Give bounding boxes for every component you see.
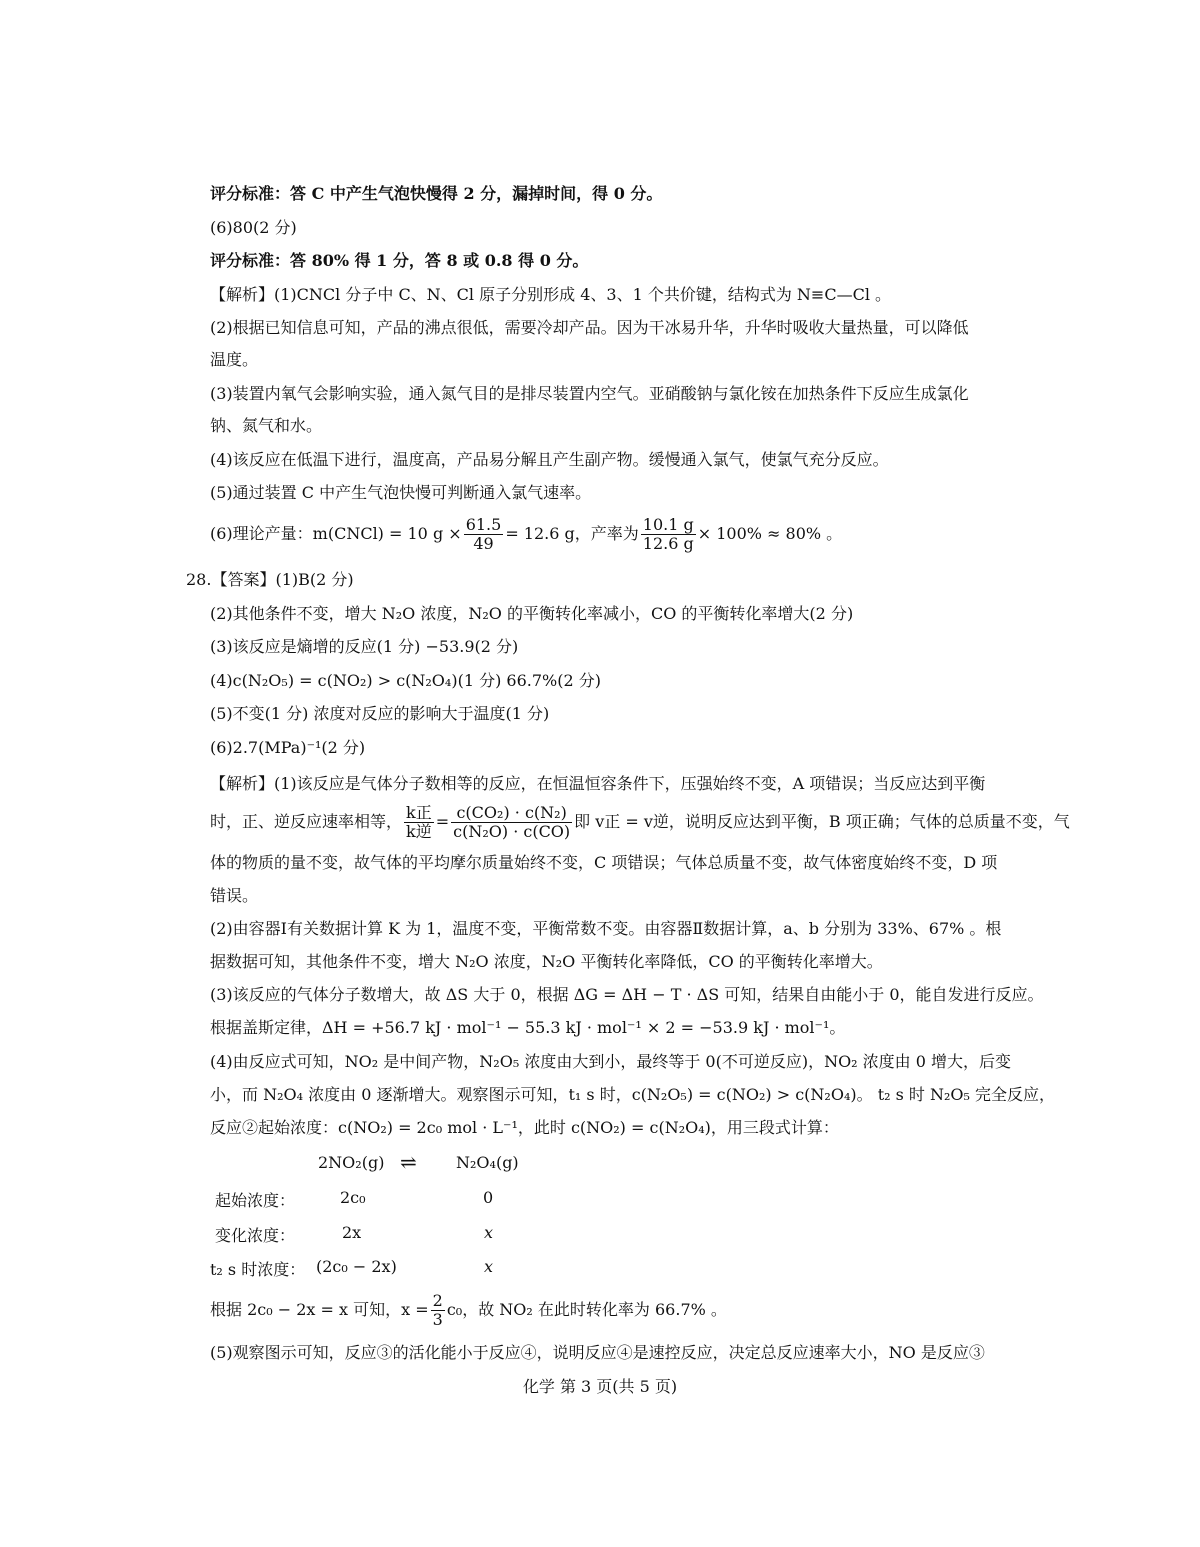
fraction-two-thirds: $\frac{2}{3}$ [432,1291,443,1329]
analysis-28-3-line2: 根据盖斯定律，ΔH = +56.7 kJ · mol⁻¹ − 55.3 kJ · mol⁻¹ × 2 = −53.9 kJ · mol⁻¹。 [210,1018,846,1037]
analysis-28-2-line2: 据数据可知，其他条件不变，增大 N₂O 浓度，N₂O 平衡转化率降低，CO 的平衡转化率增大。 [210,952,883,971]
analysis-28-1-line3: 体的物质的量不变，故气体的平均摩尔质量始终不变，C 项错误；气体总质量不变，故气体密度始终不变，D 项 [210,853,998,872]
analysis-28-1-line4: 错误。 [210,886,259,905]
analysis-1: 【解析】(1)CNCl 分子中 C、N、Cl 原子分别形成 4、3、1 个共价键，结构式为 N≡C—Cl 。 [210,285,892,304]
question-28-answer-2: (2)其他条件不变，增大 N₂O 浓度，N₂O 的平衡转化率减小，CO 的平衡转化率增大(2 分) [210,604,854,623]
analysis-28-1-line1: 【解析】(1)该反应是气体分子数相等的反应，在恒温恒容条件下，压强始终不变，A 项错误；当反应达到平衡 [210,774,986,793]
reaction-product: N₂O₄(g) [456,1153,519,1172]
analysis-28-4-line1: (4)由反应式可知，NO₂ 是中间产物，N₂O₅ 浓度由大到小，最终等于 0(不可逆反应)，NO₂ 浓度由 0 增大，后变 [210,1052,1012,1071]
analysis-2-line2: 温度。 [210,350,259,369]
analysis-28-2-line1: (2)由容器Ⅰ有关数据计算 K 为 1，温度不变，平衡常数不变。由容器Ⅱ数据计算，a、b 分别为 33%、67% 。根 [210,919,1002,938]
row-change-label: 变化浓度： [215,1226,296,1245]
scoring-criteria-6: 评分标准：答 80% 得 1 分，答 8 或 0.8 得 0 分。 [210,251,589,270]
analysis-3-line1: (3)装置内氧气会影响实验，通入氮气目的是排尽装置内空气。亚硝酸钠与氯化铵在加热条件下反应生成氯化 [210,384,969,403]
question-28-answer-6: (6)2.7(MPa)⁻¹(2 分) [210,738,366,757]
analysis-28-4-line2: 小，而 N₂O₄ 浓度由 0 逐渐增大。观察图示可知，t₁ s 时，c(N₂O₅) = c(NO₂) > c(N₂O₄)。 t₂ s 时 N₂O₅ 完全反应， [210,1085,1056,1104]
analysis-28-4-line3: 反应②起始浓度：c(NO₂) = 2c₀ mol · L⁻¹，此时 c(NO₂) = c(N₂O₄)，用三段式计算： [210,1118,839,1137]
row-initial-label: 起始浓度： [215,1191,296,1210]
row-t2-n2o4: x [484,1257,494,1276]
analysis-6: (6)理论产量：m(CNCl) = 10 g × $\frac{61.5}{49}$ = 12.6 g，产率为 $\frac{10.1 g}{12.6 g}$ × 100% ≈ 80% 。 [210,515,843,553]
analysis-28-4-conclusion: 根据 2c₀ − 2x = x 可知，x = $\frac{2}{3}$ c₀，故 NO₂ 在此时转化率为 66.7% 。 [210,1291,727,1329]
question-28-answer-4: (4)c(N₂O₅) = c(NO₂) > c(N₂O₄)(1 分) 66.7%(2 分) [210,671,601,690]
row-change-no2: 2x [342,1223,362,1242]
row-t2-no2: (2c₀ − 2x) [316,1257,397,1276]
fraction-yield: $\frac{10.1 g}{12.6 g}$ [642,515,694,553]
row-initial-no2: 2c₀ [340,1188,366,1207]
fraction-rate-constants: $\frac{\text{k正}}{\text{k逆}}$ [406,803,432,841]
answer-6: (6)80(2 分) [210,218,297,237]
question-28-answer-5: (5)不变(1 分) 浓度对反应的影响大于温度(1 分) [210,704,550,723]
page-footer: 化学 第 3 页(共 5 页) [522,1377,678,1396]
row-t2-label: t₂ s 时浓度： [210,1260,306,1279]
scoring-criteria-5: 评分标准：答 C 中产生气泡快慢得 2 分，漏掉时间，得 0 分。 [210,184,663,203]
row-initial-n2o4: 0 [483,1188,494,1207]
analysis-3-line2: 钠、氮气和水。 [210,416,323,435]
analysis-28-1-line2: 时，正、逆反应速率相等， $\frac{\text{k正}}{\text{k逆}}$ = $\frac{\text{c(CO₂) · c(N₂)}}{\text{c(N₂O) · c(CO)}}$ 即 v正 = v逆，说明反应达到平衡，B 项正确；气体的总质量不变，气 [210,803,1070,841]
equilibrium-arrow: ⇌ [400,1150,417,1174]
fraction-concentrations: $\frac{\text{c(CO₂) · c(N₂)}}{\text{c(N₂O) · c(CO)}}$ [453,803,571,841]
row-change-n2o4: x [484,1223,494,1242]
analysis-4: (4)该反应在低温下进行，温度高，产品易分解且产生副产物。缓慢通入氯气，使氯气充分反应。 [210,450,889,469]
analysis-5: (5)通过装置 C 中产生气泡快慢可判断通入氯气速率。 [210,483,592,502]
analysis-2-line1: (2)根据已知信息可知，产品的沸点很低，需要冷却产品。因为干冰易升华，升华时吸收大量热量，可以降低 [210,318,969,337]
question-28-answer-3: (3)该反应是熵增的反应(1 分) −53.9(2 分) [210,637,519,656]
reaction-reactant: 2NO₂(g) [318,1153,385,1172]
fraction-molar-ratio: $\frac{61.5}{49}$ [465,515,502,553]
analysis-28-3-line1: (3)该反应的气体分子数增大，故 ΔS 大于 0，根据 ΔG = ΔH − T · ΔS 可知，结果自由能小于 0，能自发进行反应。 [210,985,1044,1004]
analysis-28-5-line1: (5)观察图示可知，反应③的活化能小于反应④，说明反应④是速控反应，决定总反应速率大小，NO 是反应③ [210,1343,985,1362]
question-28-answer-1: 28.【答案】(1)B(2 分) [186,570,354,589]
